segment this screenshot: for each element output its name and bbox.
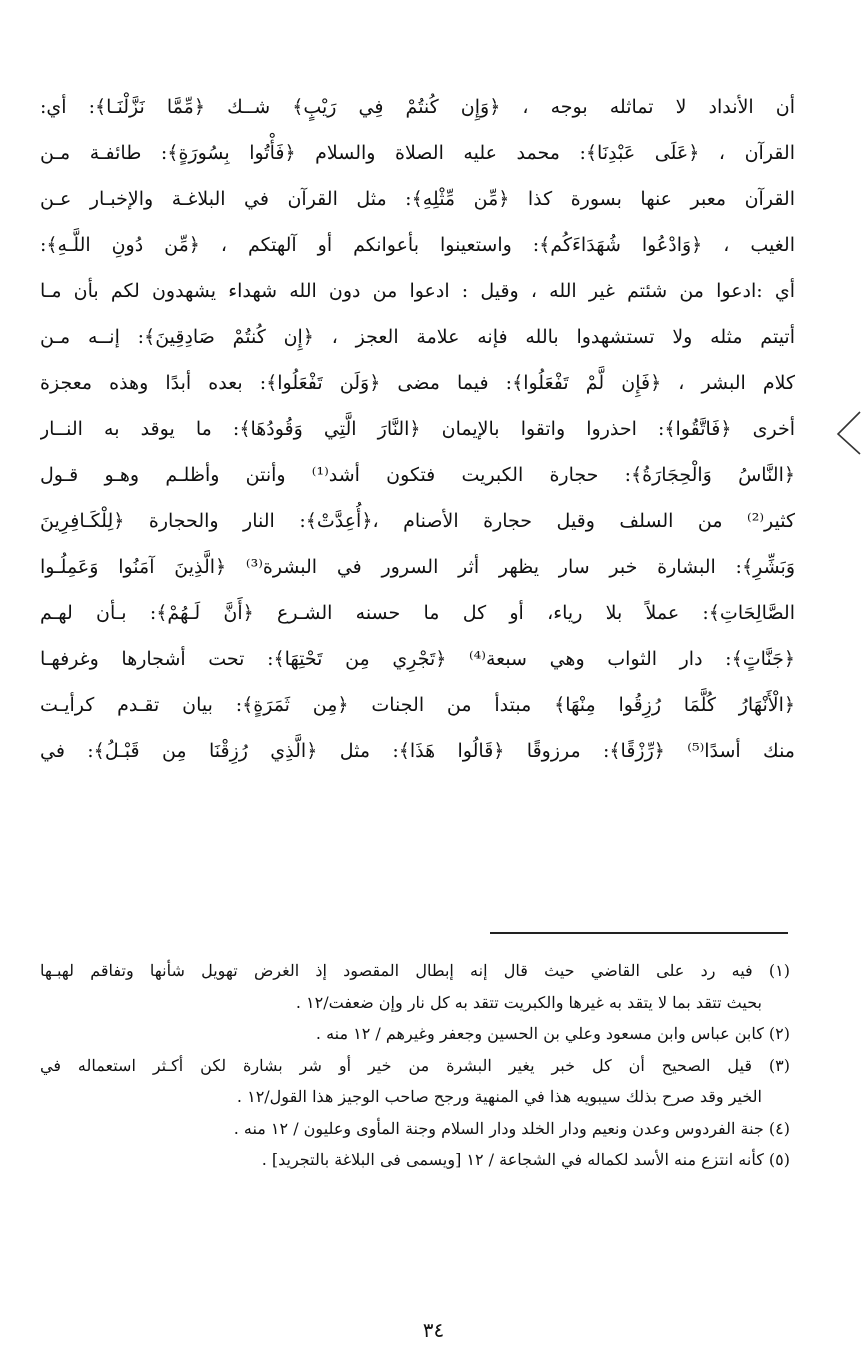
footnote-3: (٣) قيل الصحيح أن كل خبر يغير البشرة من خير أو شر بشارة لكن أكـثر استعماله في (40, 1055, 790, 1075)
text-line: القرآن ، ﴿عَلَى عَبْدِنَا﴾: محمد عليه الصلاة والسلام ﴿فَأْتُوا بِسُورَةٍ﴾: طائفـة مـن (40, 142, 795, 164)
text-line: أن الأنداد لا تماثله بوجه ، ﴿وَإِن كُنتُمْ فِي رَيْبٍ﴾ شــك ﴿مِّمَّا نَزَّلْنَـا﴾: أي: (40, 96, 795, 118)
text-line: أي :ادعوا من شئتم غير الله ، وقيل : ادعوا من دون الله شهداء يشهدون لكم بأن مـا (40, 280, 795, 302)
text-line: ﴿جَنَّاتٍ﴾: دار الثواب وهي سبعة⁽⁴⁾ ﴿تَجْرِي مِن تَحْتِهَا﴾: تحت أشجارها وغرفهـا (40, 648, 795, 670)
footnote-2: (٢) كابن عباس وابن مسعود وعلي بن الحسين وجعفر وغيرهم / ١٢ منه . (315, 1024, 790, 1043)
text-line: الغيب ، ﴿وَادْعُوا شُهَدَاءَكُم﴾: واستعينوا بأعوانكم أو آلهتكم ، ﴿مِّن دُونِ اللَّـهِ﴾: (40, 234, 795, 256)
footnote-5: (٥) كأنه انتزع منه الأسد لكماله في الشجاعة / ١٢ [ويسمى فى البلاغة بالتجريد] . (261, 1150, 790, 1169)
text-line: ﴿النَّاسُ وَالْحِجَارَةُ﴾: حجارة الكبريت فتكون أشد⁽¹⁾ وأنتن وأظلـم وهـو قـول (40, 464, 795, 486)
text-line: القرآن معبر عنها بسورة كذا ﴿مِّن مِّثْلِهِ﴾: مثل القرآن في البلاغـة والإخبـار عـن (40, 188, 795, 210)
text-line: منك أسدًا⁽⁵⁾ ﴿رِّزْقًا﴾: مرزوقًا ﴿قَالُوا هَذَا﴾: مثل ﴿الَّذِي رُزِقْنَا مِن قَبْـلُ﴾: في (40, 740, 795, 762)
text-line: أخرى ﴿فَاتَّقُوا﴾: احذروا واتقوا بالإيمان ﴿النَّارَ الَّتِي وَقُودُهَا﴾: ما يوقد به النــار (40, 418, 795, 440)
text-line: الصَّالِحَاتِ﴾: عملاً بلا رياء، أو كل ما حسنه الشـرع ﴿أَنَّ لَـهُمْ﴾: بـأن لهـم (40, 602, 795, 624)
footnote-1: (١) فيه رد على القاضي حيث قال إنه إبطال المقصود إذ الغرض تهويل شأنها وتفاقم لهبـها (40, 961, 790, 980)
footnote-1-cont: بحيث تتقد بما لا يتقد به غيرها والكبريت تتقد به كل نار وإن ضعفت/١٢ . (295, 992, 762, 1012)
text-line: وَبَشِّرِ﴾: البشارة خبر سار يظهر أثر السرور في البشرة⁽³⁾ ﴿الَّذِينَ آمَنُوا وَعَمِلُـوا (40, 556, 795, 578)
footnotes (40, 955, 790, 1176)
footnote-separator (490, 932, 788, 934)
footnote-3-cont: الخير وقد صرح بذلك سيبويه هذا في المنهية ورجح صاحب الوجيز هذا القول/١٢ . (236, 1087, 762, 1106)
main-text (40, 84, 795, 774)
text-line: ﴿الْأَنْهَارُ كُلَّمَا رُزِقُوا مِنْهَا﴾ مبتدأ من الجنات ﴿مِن ثَمَرَةٍ﴾: بيان تقـدم كرأيـت (40, 694, 795, 716)
margin-mark (832, 408, 862, 458)
text-line: كثير⁽²⁾ من السلف وقيل حجارة الأصنام ،﴿أُعِدَّتْ﴾: النار والحجارة ﴿لِلْكَـافِرِينَ (40, 510, 795, 532)
page-number: ٣٤ (422, 1318, 445, 1342)
text-line: كلام البشر ، ﴿فَإِن لَّمْ تَفْعَلُوا﴾: فيما مضى ﴿وَلَن تَفْعَلُوا﴾: بعده أبدًا وهذه معجزة (40, 372, 795, 394)
text-line: أتيتم مثله ولا تستشهدوا بالله فإنه علامة العجز ، ﴿إِن كُنتُمْ صَادِقِينَ﴾: إنــه مـن (40, 326, 795, 348)
footnote-4: (٤) جنة الفردوس وعدن ونعيم ودار الخلد ودار السلام وجنة المأوى وعليون / ١٢ منه . (233, 1118, 790, 1138)
